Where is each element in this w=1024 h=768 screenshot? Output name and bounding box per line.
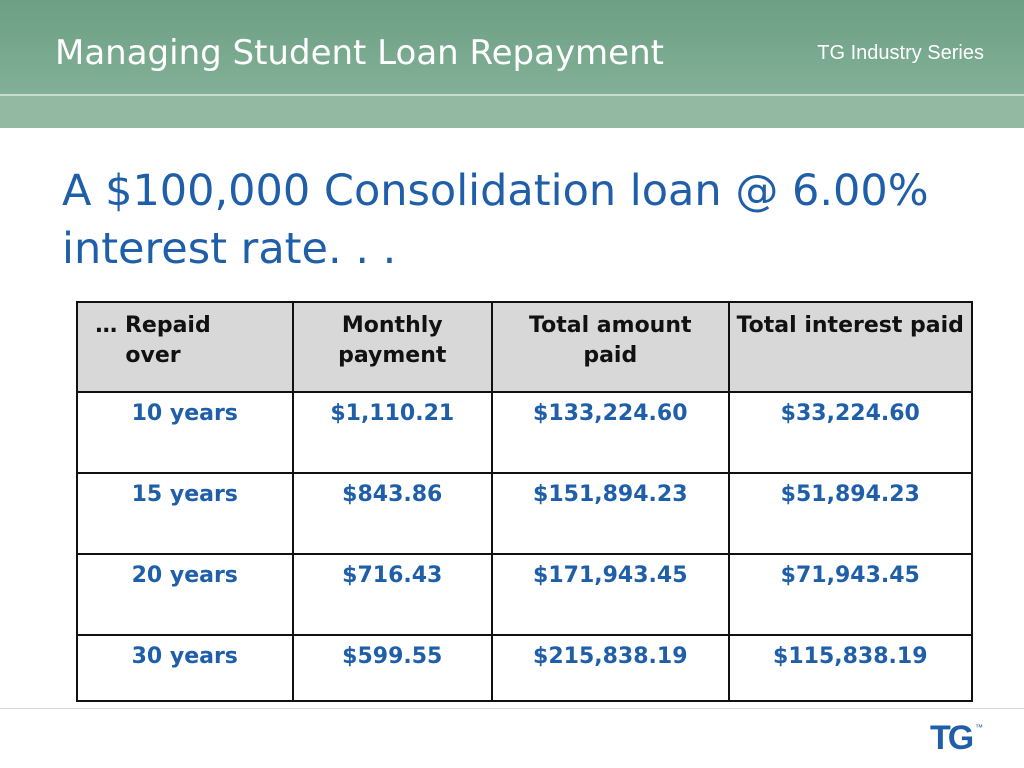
- header-repaid-over-text: … Repaid over: [95, 313, 211, 368]
- cell-total-interest: $51,894.23: [729, 473, 972, 554]
- series-label: TG Industry Series: [817, 42, 984, 64]
- cell-term: 30 years: [77, 635, 293, 701]
- cell-term: 20 years: [77, 554, 293, 635]
- cell-term: 15 years: [77, 473, 293, 554]
- header-monthly-payment: Monthly payment: [293, 302, 493, 392]
- header-strip: [0, 96, 1024, 128]
- cell-total-interest: $71,943.45: [729, 554, 972, 635]
- footer-divider: [0, 708, 1024, 709]
- cell-monthly-payment: $1,110.21: [293, 392, 493, 473]
- cell-total-interest: $115,838.19: [729, 635, 972, 701]
- tg-logo-text: TG: [930, 719, 972, 756]
- cell-monthly-payment: $716.43: [293, 554, 493, 635]
- tg-logo: [928, 716, 988, 756]
- header-repaid-over: [77, 302, 293, 392]
- cell-total-amount: $133,224.60: [492, 392, 729, 473]
- table-header-row: [77, 302, 972, 392]
- header-total-interest-paid: Total interest paid: [729, 302, 972, 392]
- slide-header-title: Managing Student Loan Repayment: [55, 33, 664, 73]
- table-row: [77, 635, 972, 701]
- table-row: [77, 392, 972, 473]
- cell-monthly-payment: $843.86: [293, 473, 493, 554]
- cell-term: 10 years: [77, 392, 293, 473]
- repayment-table: [76, 301, 973, 702]
- cell-total-amount: $215,838.19: [492, 635, 729, 701]
- table-row: [77, 554, 972, 635]
- tg-logo-trademark: ™: [975, 723, 983, 732]
- cell-monthly-payment: $599.55: [293, 635, 493, 701]
- cell-total-amount: $171,943.45: [492, 554, 729, 635]
- header-total-amount-paid: Total amount paid: [492, 302, 729, 392]
- cell-total-amount: $151,894.23: [492, 473, 729, 554]
- cell-total-interest: $33,224.60: [729, 392, 972, 473]
- slide-headline: A $100,000 Consolidation loan @ 6.00% interest rate. . .: [62, 166, 929, 274]
- table-row: [77, 473, 972, 554]
